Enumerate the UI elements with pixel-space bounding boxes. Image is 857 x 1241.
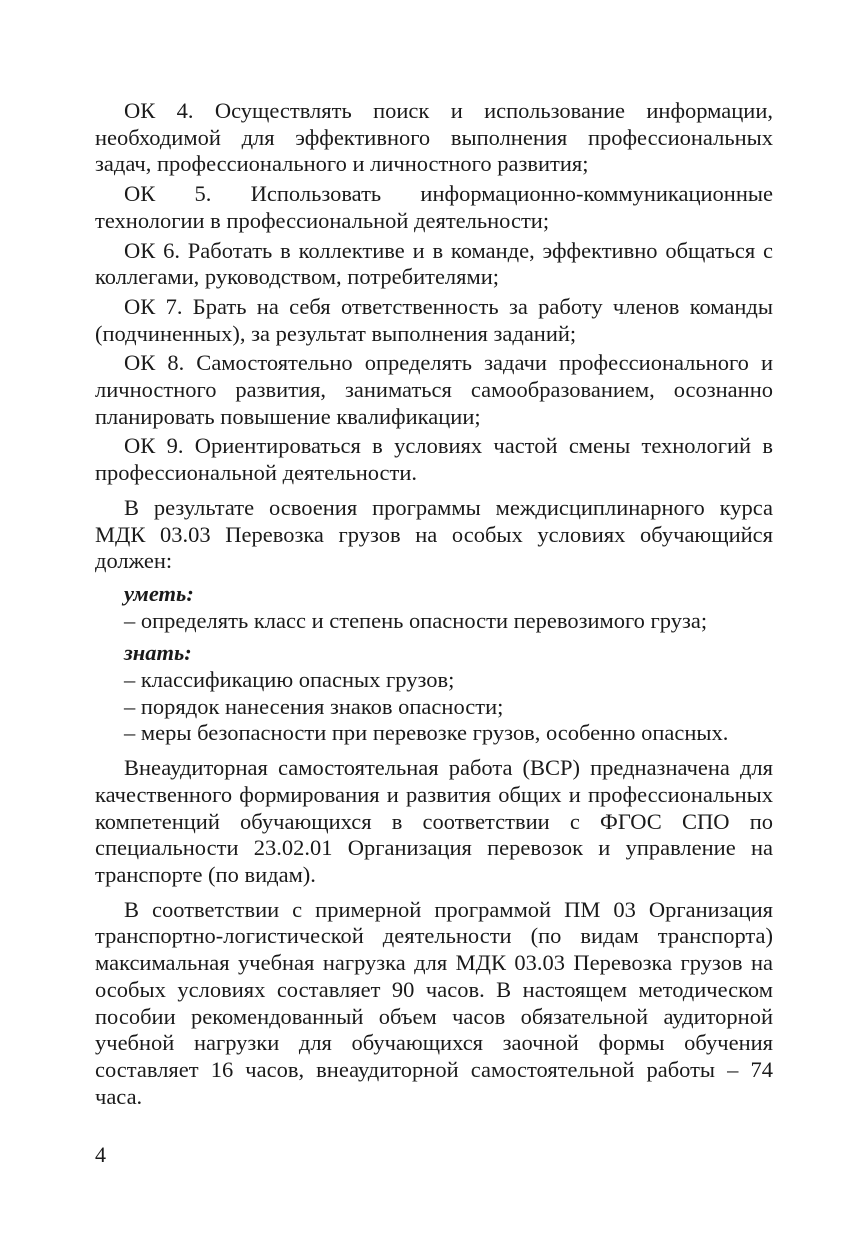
knowledge-item: – классификацию опасных грузов; — [124, 667, 455, 693]
paragraph-ok5: ОК 5. Использовать информационно-коммуникационные технологии в профессиональной деятельности; — [95, 181, 773, 233]
paragraph-course-results: В результате освоения программы междисциплинарного курса МДК 03.03 Перевозка грузов на особых условиях обучающийся должен: — [95, 494, 773, 574]
skills-item: – определять класс и степень опасности перевозимого груза; — [124, 607, 708, 633]
page-number: 4 — [95, 1142, 106, 1167]
page-body — [95, 98, 773, 1110]
knowledge-item: – меры безопасности при перевозке грузов, особенно опасных. — [124, 720, 729, 746]
paragraph-ok9: ОК 9. Ориентироваться в условиях частой смены технологий в профессиональной деятельности. — [95, 433, 773, 486]
paragraph-ok8: ОК 8. Самостоятельно определять задачи профессионального и личностного развития, заниматься самообразованием, осознанно планировать повышение квалификации; — [95, 350, 773, 429]
knowledge-label: знать: — [124, 640, 192, 666]
paragraph-ok7: ОК 7. Брать на себя ответственность за работу членов команды (подчиненных), за результат выполнения заданий; — [95, 293, 773, 346]
knowledge-item: – порядок нанесения знаков опасности; — [124, 693, 504, 719]
paragraph-ok4: ОК 4. Осуществлять поиск и использование информации, необходимой для эффективного выполнения профессиональных задач, профессионального и личностного развития; — [95, 98, 773, 177]
paragraph-vsr: Внеаудиторная самостоятельная работа (ВСР) предназначена для качественного формирования и развития общих и профессиональных компетенций обучающихся в соответствии с ФГОС СПО по специальности 23.02.01 Организация перевозок и управление на транспорте (по видам). — [95, 755, 773, 887]
skills-label: уметь: — [124, 580, 194, 606]
paragraph-ok6: ОК 6. Работать в коллективе и в команде, эффективно общаться с коллегами, руководством, потребителями; — [95, 237, 773, 290]
paragraph-program-hours: В соответствии с примерной программой ПМ 03 Организация транспортно-логистической деятельности (по видам транспорта) максимальная учебная нагрузка для МДК 03.03 Перевозка грузов на особых условиях составляет 90 часов. В настоящем методическом пособии рекомендованный объем часов обязательной аудиторной учебной нагрузки для обучающихся заочной формы обучения составляет 16 часов, внеаудиторной самостоятельной работы – 74 часа. — [95, 896, 773, 1109]
